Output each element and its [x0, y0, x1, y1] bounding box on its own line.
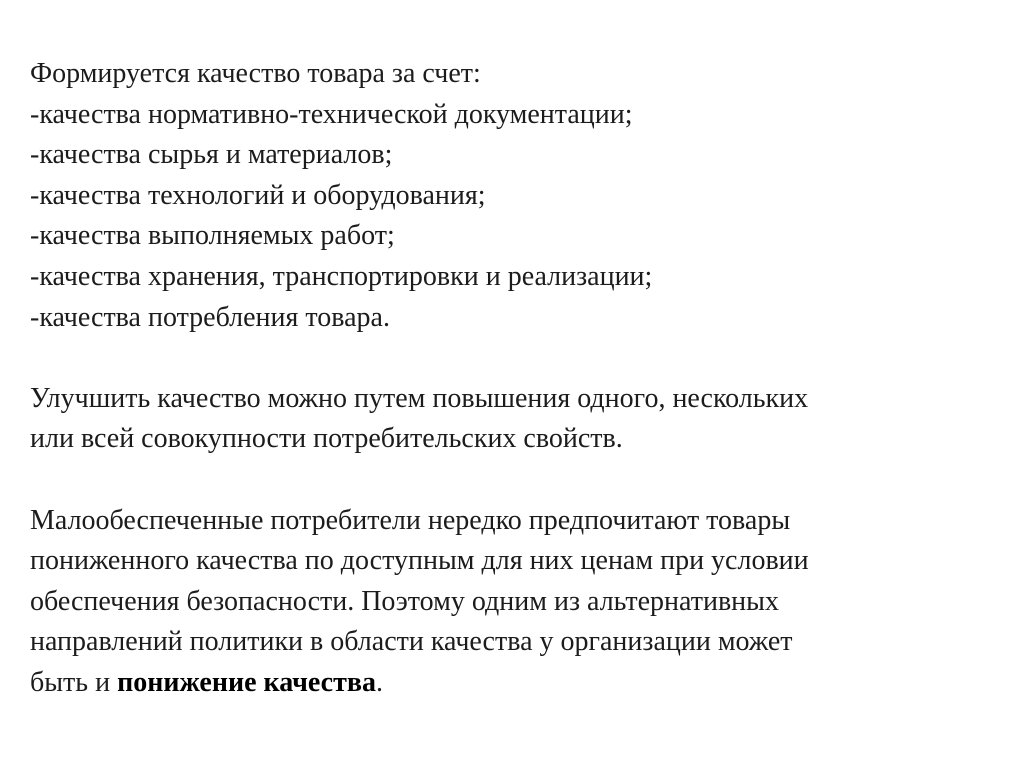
emphasis-text: понижение качества	[117, 666, 376, 698]
list-item: -качества технологий и оборудования;	[30, 179, 486, 211]
low-income-line: пониженного качества по доступным для них ценам при условии	[30, 545, 809, 577]
intro-heading: Формируется качество товара за счет:	[30, 58, 481, 89]
improve-line: или всей совокупности потребительских свойств.	[30, 423, 623, 455]
paragraph-spacer	[30, 460, 1000, 501]
paragraph-spacer	[30, 338, 1000, 379]
list-item: -качества сырья и материалов;	[30, 139, 393, 171]
low-income-line: Малообеспеченные потребители нередко предпочитают товары	[30, 504, 791, 536]
low-income-line: направлений политики в области качества у организации может	[30, 626, 793, 658]
last-line-start: быть и	[30, 666, 118, 698]
list-item: -качества хранения, транспортировки и реализации;	[30, 260, 653, 292]
low-income-line: обеспечения безопасности. Поэтому одним из альтернативных	[30, 585, 779, 617]
improve-line: Улучшить качество можно путем повышения одного, нескольких	[30, 382, 809, 414]
last-line-end: .	[375, 666, 383, 698]
list-item: -качества нормативно-технической документации;	[30, 98, 633, 130]
slide-text	[30, 54, 1000, 704]
low-income-last-line	[30, 663, 1000, 704]
list-item: -качества потребления товара.	[30, 301, 390, 333]
list-item: -качества выполняемых работ;	[30, 220, 395, 252]
